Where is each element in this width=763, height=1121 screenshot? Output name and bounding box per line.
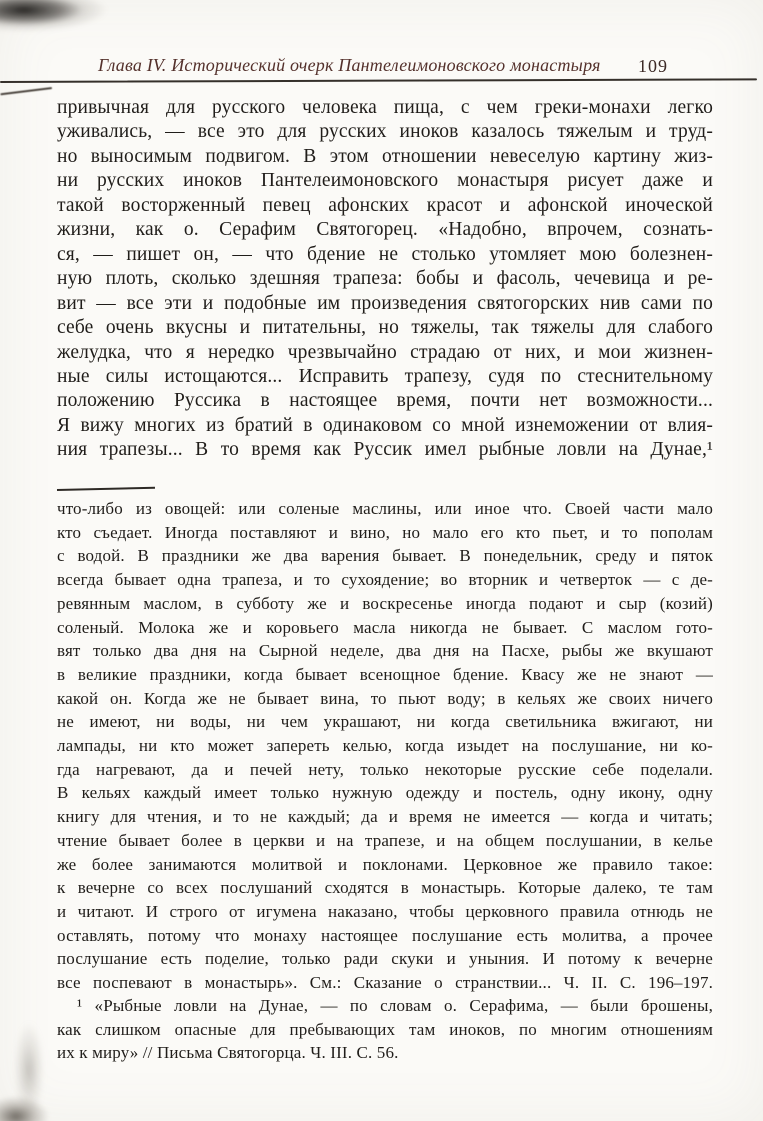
text-line: ревянным маслом, в субботу же и воскресенье иногда подают и сыр (козий) bbox=[57, 593, 713, 613]
scan-smudge-top-left bbox=[0, 0, 122, 32]
text-line: жизни, как о. Серафим Святогорец. «Надобно, впрочем, сознать- bbox=[57, 219, 713, 241]
text-line: но выносимым подвигом. В этом отношении невеселую картину жиз- bbox=[57, 145, 713, 167]
text-line: всегда бывает одна трапеза, и то сухоядение; во вторник и четверток — с де- bbox=[57, 570, 713, 590]
page-number: 109 bbox=[638, 56, 668, 76]
text-line: В кельях каждый имеет только нужную одежду и постель, одну икону, одну bbox=[57, 783, 713, 803]
scan-smudge-bottom-streak bbox=[14, 1022, 44, 1118]
running-header-title: Глава IV. Исторический очерк Пантелеимоновского монастыря bbox=[98, 55, 601, 75]
text-line: что-либо из овощей: или соленые маслины, или иное что. Своей части мало bbox=[57, 499, 713, 518]
text-line: привычная для русского человека пища, с чем греки-монахи легко bbox=[57, 97, 713, 118]
text-line: себе очень вкусны и питательны, но тяжелы, так тяжелы для слабого bbox=[57, 317, 713, 339]
text-line: ную плоть, сколько здешняя трапеза: бобы и фасоль, чечевица и ре- bbox=[57, 268, 713, 290]
text-line: оставлять, потому что монаху настоящее послушание есть молитва, а прочее bbox=[57, 925, 713, 945]
text-line: чтение бывает более в церкви и на трапезе, и на общем послушании, в келье bbox=[57, 830, 713, 850]
body-text bbox=[57, 96, 713, 463]
text-line: ни русских иноков Пантелеимоновского монастыря рисует даже и bbox=[57, 170, 713, 192]
text-line: не имеют, ни воды, ни чем украшают, ни когда светильника вжигают, ни bbox=[57, 712, 713, 732]
text-line: книгу для чтения, и то не каждый; да и время не имеется — когда и читать; bbox=[57, 807, 713, 827]
text-line: лампады, ни кто может запереть келью, когда изыдет на послушание, ни ко- bbox=[57, 736, 713, 756]
text-line: кто съедает. Иногда поставляют и вино, но мало его кто пьет, и то пополам bbox=[57, 522, 713, 542]
text-line: с водой. В праздники же два варения бывает. В понедельник, среду и пяток bbox=[57, 546, 713, 566]
scan-smudge-bottom-corner bbox=[0, 1096, 52, 1121]
text-line: такой восторженный певец афонских красот и афонской иноческой bbox=[57, 194, 713, 216]
text-line: желудка, что я нередко чрезвычайно страдаю от них, и мои жизнен- bbox=[57, 341, 713, 363]
text-line: послушание есть поделие, только ради скуки и уныния. И потому к вечерне bbox=[57, 949, 713, 969]
text-line: положению Руссика в настоящее время, почти нет возможности... bbox=[57, 390, 713, 412]
text-line: ся, — пишет он, — что бдение не столько утомляет мою болезнен- bbox=[57, 243, 713, 265]
text-line: соленый. Молока же и коровьего масла никогда не бывает. С маслом гото- bbox=[57, 617, 713, 637]
footnote-continuation bbox=[57, 497, 713, 995]
text-line: как слишком опасные для пребывающих там иноков, по многим отношениям bbox=[57, 1019, 713, 1039]
text-line: гда нагревают, да и печей нету, только некоторые русские себе поделали. bbox=[57, 759, 713, 779]
text-line: и читают. И строго от игумена наказано, чтобы церковного правила отнюдь не bbox=[57, 901, 713, 921]
footnote-separator-rule bbox=[57, 487, 155, 491]
text-line: ные силы истощаются... Исправить трапезу, судя по стеснительному bbox=[57, 365, 713, 387]
text-line: уживались, — все это для русских иноков казалось тяжелым и труд- bbox=[57, 121, 713, 143]
text-line: в великие праздники, когда бывает всенощное бдение. Квасу же не знают — bbox=[57, 664, 713, 684]
text-line: ния трапезы... В то время как Руссик имел рыбные ловли на Дунае,¹ bbox=[57, 439, 713, 461]
footnote-1 bbox=[57, 994, 713, 1065]
header-rule bbox=[0, 78, 757, 83]
text-line: ¹ «Рыбные ловли на Дунае, — по словам о. Серафима, — были брошены, bbox=[77, 996, 713, 1015]
header-rule-curved-tail bbox=[0, 87, 52, 95]
text-line: вят только два дня на Сырной неделе, два дня на Пасхе, рыбы же вкушают bbox=[57, 641, 713, 661]
text-line: вит — все эти и подобные им произведения святогорских нив сами по bbox=[57, 292, 713, 314]
text-line: к вечерне со всех послушаний сходятся в монастырь. Которые далеко, те там bbox=[57, 878, 713, 898]
text-line: какой он. Когда же не бывает вина, то пьют воду; в кельях же своих ничего bbox=[57, 688, 713, 708]
text-line: их к миру» // Письма Святогорца. Ч. III. С. 56. bbox=[57, 1043, 399, 1063]
text-line: же более занимаются молитвой и поклонами. Церковное же правило такое: bbox=[57, 854, 713, 874]
text-line: Я вижу многих из братий в одинаковом со мной изнеможении от влия- bbox=[57, 414, 713, 436]
text-line: все поспевают в монастырь». См.: Сказание о странствии... Ч. II. С. 196–197. bbox=[57, 973, 713, 993]
